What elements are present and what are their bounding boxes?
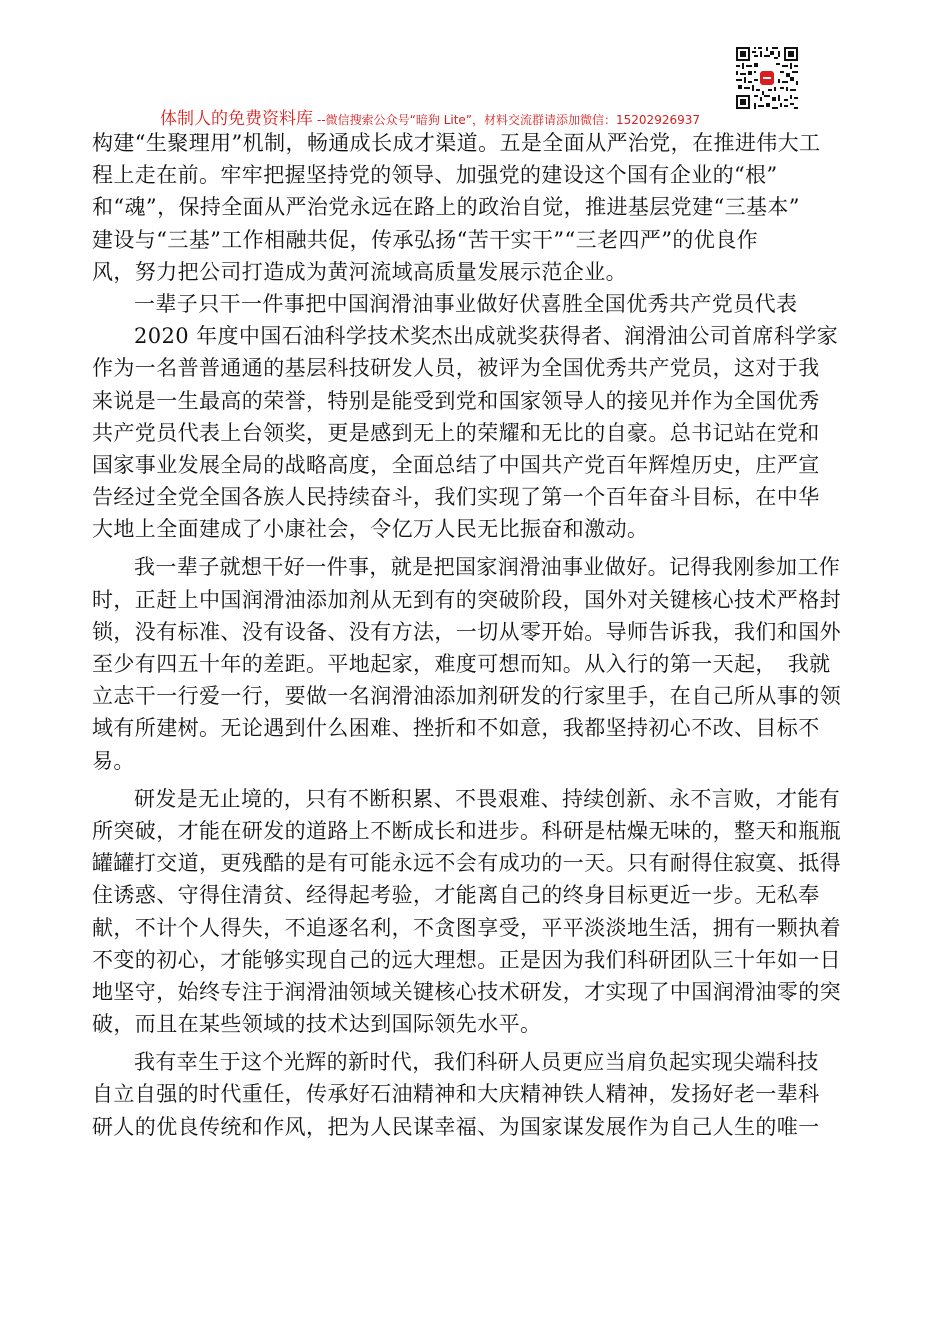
- text-line: 锁，没有标准、没有设备、没有方法，一切从零开始。导师告诉我，我们和国外: [92, 619, 841, 644]
- text-line: 至少有四五十年的差距。平地起家，难度可想而知。从入行的第一天起， 我就: [92, 652, 831, 676]
- text-line: 破，而且在某些领域的技术达到国际领先水平。: [92, 1012, 542, 1037]
- text-line: 作为一名普普通通的基层科技研发人员，被评为全国优秀共产党员，这对于我: [92, 356, 820, 381]
- paragraph: [92, 288, 882, 320]
- text-line: 来说是一生最高的荣誉，特别是能受到党和国家领导人的接见并作为全国优秀: [92, 388, 820, 413]
- text-line: 风，努力把公司打造成为黄河流域高质量发展示范企业。: [92, 259, 627, 284]
- text-line: 我有幸生于这个光辉的新时代，我们科研人员更应当肩负起实现尖端科技: [134, 1050, 819, 1075]
- text-line: 共产党员代表上台领奖，更是感到无上的荣耀和无比的自豪。总书记站在党和: [92, 420, 820, 445]
- text-line: 研发是无止境的，只有不断积累、不畏艰难、持续创新、永不言败，才能有: [134, 786, 841, 811]
- text-line: 大地上全面建成了小康社会，令亿万人民无比振奋和激动。: [92, 517, 649, 542]
- text-line: 研人的优良传统和作风，把为人民谋幸福、为国家谋发展作为自己人生的唯一: [92, 1114, 820, 1139]
- text-line: 自立自强的时代重任，传承好石油精神和大庆精神铁人精神，发扬好老一辈科: [92, 1082, 820, 1107]
- text-line: 国家事业发展全局的战略高度，全面总结了中国共产党百年辉煌历史，庄严宣: [92, 452, 820, 477]
- text-line: 所突破，才能在研发的道路上不断成长和进步。科研是枯燥无味的，整天和瓶瓶: [92, 818, 841, 843]
- text-line: 时，正赶上中国润滑油添加剂从无到有的突破阶段，国外对关键核心技术严格封: [92, 587, 841, 612]
- text-line: 告经过全党全国各族人民持续奋斗，我们实现了第一个百年奋斗目标，在中华: [92, 485, 820, 510]
- paragraph: [92, 551, 882, 776]
- text-line: 构建“生聚理用”机制，畅通成长成才渠道。五是全面从严治党，在推进伟大工: [92, 131, 821, 155]
- page-header: [0, 0, 950, 129]
- text-line: 建设与“三基”工作相融共促，传承弘扬“苦干实干”“三老四严”的优良作: [92, 227, 759, 252]
- text-line: 住诱惑、守得住清贫、经得起考验，才能离自己的终身目标更近一步。无私奉: [92, 883, 820, 908]
- text-line: 一辈子只干一件事把中国润滑油事业做好伏喜胜全国优秀共产党员代表: [134, 291, 798, 316]
- article-body: [92, 127, 882, 1143]
- paragraph: [92, 127, 882, 288]
- text-line: 不变的初心，才能够实现自己的远大理想。正是因为我们科研团队三十年如一日: [92, 947, 841, 972]
- text-line: 和“魂”，保持全面从严治党永远在路上的政治自觉，推进基层党建“三基本”: [92, 195, 800, 220]
- header-tagline: --微信搜索公众号“暗狗 Lite”，材料交流群请添加微信：15202926937: [317, 113, 700, 127]
- text-line: 域有所建树。无论遇到什么困难、挫折和不如意，我都坚持初心不改、目标不: [92, 716, 820, 741]
- paragraph: [92, 1046, 882, 1143]
- text-line: 献，不计个人得失，不追逐名利，不贪图享受，平平淡淡地生活，拥有一颗执着: [92, 915, 841, 940]
- paragraph: [92, 320, 882, 545]
- text-line: 程上走在前。牢牢把握坚持党的领导、加强党的建设这个国有企业的“根”: [92, 163, 778, 188]
- text-line: 易。: [92, 748, 135, 773]
- brand-title: 体制人的免费资料库: [160, 109, 313, 129]
- header-banner: [160, 104, 700, 129]
- paragraph: [92, 783, 882, 1041]
- text-line: 我一辈子就想干好一件事，就是把国家润滑油事业做好。记得我刚参加工作: [134, 555, 841, 580]
- text-line: 2020 年度中国石油科学技术奖杰出成就奖获得者、润滑油公司首席科学家: [134, 324, 839, 349]
- text-line: 立志干一行爱一行，要做一名润滑油添加剂研发的行家里手，在自己所从事的领: [92, 684, 841, 709]
- text-line: 罐罐打交道，更残酷的是有可能永远不会有成功的一天。只有耐得住寂寞、抵得: [92, 851, 841, 876]
- qr-code-icon: [736, 47, 798, 109]
- text-line: 地坚守，始终专注于润滑油领域关键核心技术研发，才实现了中国润滑油零的突: [92, 979, 841, 1004]
